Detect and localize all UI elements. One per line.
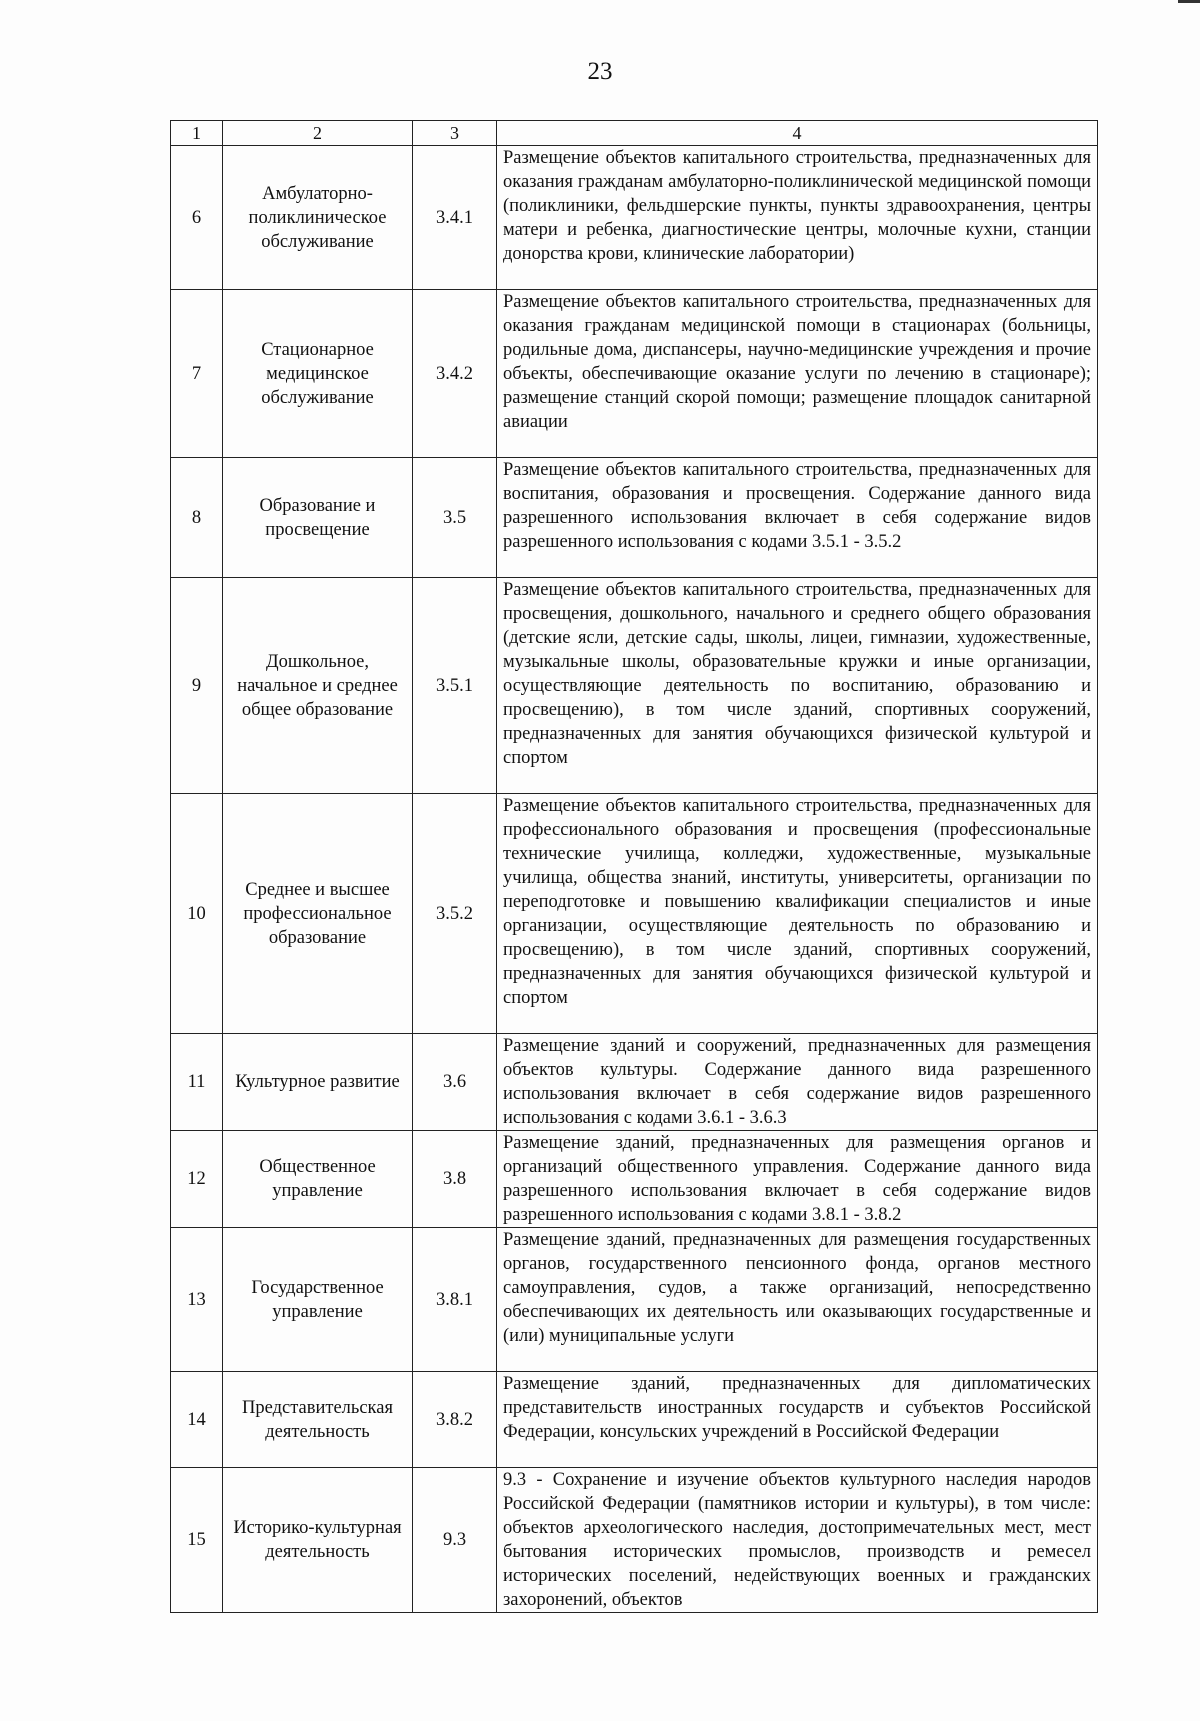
row-name: Культурное развитие bbox=[223, 1034, 413, 1131]
row-number: 6 bbox=[171, 146, 223, 290]
row-code: 3.8.2 bbox=[413, 1372, 497, 1468]
row-description: Размещение объектов капитального строительства, предназначенных для оказания гражданам амбулаторно-поликлинической медицинской помощи (поликлиники, фельдшерские пункты, пункты здравоохранения, центры матери и ребенка, диагностические центры, молочные кухни, станции донорства крови, клинические лаборатории) bbox=[497, 146, 1098, 290]
table-header-row bbox=[171, 121, 1098, 146]
table-row bbox=[171, 1034, 1098, 1131]
row-name: Историко-культурная деятельность bbox=[223, 1468, 413, 1613]
row-name: Государственное управление bbox=[223, 1228, 413, 1372]
page-number: 23 bbox=[587, 58, 613, 85]
row-code: 3.4.1 bbox=[413, 146, 497, 290]
row-code: 3.5.1 bbox=[413, 578, 497, 794]
row-name: Представительская деятельность bbox=[223, 1372, 413, 1468]
row-description: Размещение зданий и сооружений, предназначенных для размещения объектов культуры. Содержание данного вида разрешенного использования включает в себя содержание видов разрешенного использования с кодами 3.6.1 - 3.6.3 bbox=[497, 1034, 1098, 1131]
row-code: 3.5.2 bbox=[413, 794, 497, 1034]
row-description: Размещение зданий, предназначенных для размещения органов и организаций общественного управления. Содержание данного вида разрешенного использования включает в себя содержание видов разрешенного использования с кодами 3.8.1 - 3.8.2 bbox=[497, 1131, 1098, 1228]
row-description: Размещение объектов капитального строительства, предназначенных для просвещения, дошкольного, начального и среднего общего образования (детские ясли, детские сады, школы, лицеи, гимназии, художественные, музыкальные школы, образовательные кружки и иные организации, осуществляющие деятельность по воспитанию, образованию и просвещению), в том числе зданий, спортивных сооружений, предназначенных для занятия обучающихся физической культурой и спортом bbox=[497, 578, 1098, 794]
row-number: 11 bbox=[171, 1034, 223, 1131]
row-description: Размещение объектов капитального строительства, предназначенных для воспитания, образования и просвещения. Содержание данного вида разрешенного использования включает в себя содержание видов разрешенного использования с кодами 3.5.1 - 3.5.2 bbox=[497, 458, 1098, 578]
table-row bbox=[171, 1468, 1098, 1613]
column-header-name: 2 bbox=[223, 121, 413, 146]
column-header-number: 1 bbox=[171, 121, 223, 146]
column-header-code: 3 bbox=[413, 121, 497, 146]
row-code: 3.5 bbox=[413, 458, 497, 578]
row-number: 13 bbox=[171, 1228, 223, 1372]
table-row bbox=[171, 146, 1098, 290]
row-description: Размещение зданий, предназначенных для дипломатических представительств иностранных государств и субъектов Российской Федерации, консульских учреждений в Российской Федерации bbox=[497, 1372, 1098, 1468]
table-row bbox=[171, 290, 1098, 458]
table-row bbox=[171, 1131, 1098, 1228]
row-description: 9.3 - Сохранение и изучение объектов культурного наследия народов Российской Федерации (памятников истории и культуры), в том числе: объектов археологического наследия, достопримечательных мест, мест бытования исторических промыслов, производств и ремесел исторических поселений, недействующих военных и гражданских захоронений, объектов bbox=[497, 1468, 1098, 1613]
row-number: 14 bbox=[171, 1372, 223, 1468]
table-row bbox=[171, 1372, 1098, 1468]
column-header-description: 4 bbox=[497, 121, 1098, 146]
row-number: 8 bbox=[171, 458, 223, 578]
table-row bbox=[171, 578, 1098, 794]
table-row bbox=[171, 1228, 1098, 1372]
row-name: Дошкольное, начальное и среднее общее образование bbox=[223, 578, 413, 794]
row-number: 7 bbox=[171, 290, 223, 458]
row-name: Общественное управление bbox=[223, 1131, 413, 1228]
row-code: 3.8 bbox=[413, 1131, 497, 1228]
row-name: Стационарное медицинское обслуживание bbox=[223, 290, 413, 458]
row-code: 3.4.2 bbox=[413, 290, 497, 458]
row-name: Среднее и высшее профессиональное образование bbox=[223, 794, 413, 1034]
row-code: 3.8.1 bbox=[413, 1228, 497, 1372]
row-number: 15 bbox=[171, 1468, 223, 1613]
row-number: 10 bbox=[171, 794, 223, 1034]
table-row bbox=[171, 458, 1098, 578]
row-description: Размещение объектов капитального строительства, предназначенных для оказания гражданам медицинской помощи в стационарах (больницы, родильные дома, диспансеры, научно-медицинские учреждения и прочие объекты, обеспечивающие оказание услуги по лечению в стационаре); размещение станций скорой помощи; размещение площадок санитарной авиации bbox=[497, 290, 1098, 458]
row-description: Размещение зданий, предназначенных для размещения государственных органов, государственного пенсионного фонда, органов местного самоуправления, судов, а также организаций, непосредственно обеспечивающих их деятельность или оказывающих государственные и (или) муниципальные услуги bbox=[497, 1228, 1098, 1372]
row-code: 3.6 bbox=[413, 1034, 497, 1131]
land-use-table bbox=[170, 120, 1098, 1613]
row-number: 12 bbox=[171, 1131, 223, 1228]
scan-corner-mark bbox=[1178, 0, 1200, 9]
row-description: Размещение объектов капитального строительства, предназначенных для профессионального образования и просвещения (профессиональные технические училища, колледжи, художественные, музыкальные училища, общества знаний, институты, университеты, организации по переподготовке и повышению квалификации специалистов и иные организации, осуществляющие деятельность по образованию и просвещению), в том числе зданий, спортивных сооружений, предназначенных для занятия обучающихся физической культурой и спортом bbox=[497, 794, 1098, 1034]
row-code: 9.3 bbox=[413, 1468, 497, 1613]
row-number: 9 bbox=[171, 578, 223, 794]
table-row bbox=[171, 794, 1098, 1034]
row-name: Амбулаторно-поликлиническое обслуживание bbox=[223, 146, 413, 290]
row-name: Образование и просвещение bbox=[223, 458, 413, 578]
